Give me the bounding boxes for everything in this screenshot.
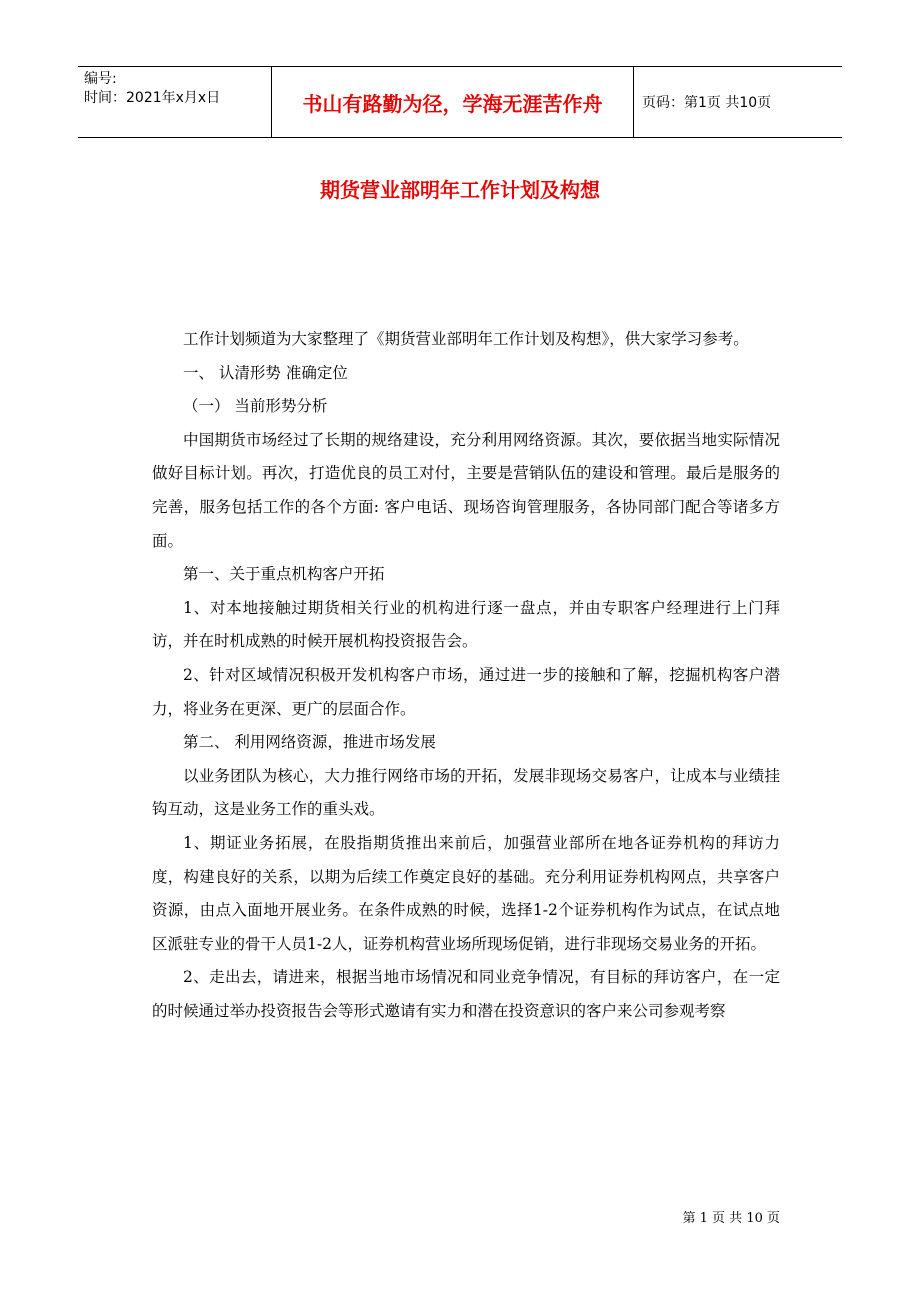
header-table — [78, 66, 842, 138]
page-footer: 第 1 页 共 10 页 — [682, 1211, 780, 1226]
page-info-text: 页码：第1页 共10页 — [642, 95, 772, 111]
document-body — [152, 323, 780, 1028]
paragraph-item-1: 1、对本地接触过期货相关行业的机构进行逐一盘点，并由专职客户经理进行上门拜访，并在时机成熟的时候开展机构投资报告会。 — [152, 598, 780, 651]
paragraph-item-2: 2、针对区域情况积极开发机构客户市场，通过进一步的接触和了解，挖掘机构客户潜力，将业务在更深、更广的层面合作。 — [152, 665, 780, 718]
heading-second: 第二、 利用网络资源，推进市场发展 — [183, 733, 436, 752]
document-title: 期货营业部明年工作计划及构想 — [320, 178, 600, 202]
date-label: 时间：2021年x月x日 — [84, 90, 221, 106]
heading-first: 第一、关于重点机构客户开拓 — [183, 565, 385, 584]
heading-subsection-1: （一） 当前形势分析 — [183, 397, 328, 416]
heading-section-1: 一、 认清形势 准确定位 — [183, 363, 348, 382]
paragraph-intro: 工作计划频道为大家整理了《期货营业部明年工作计划及构想》，供大家学习参考。 — [183, 330, 749, 348]
paragraph-team: 以业务团队为核心，大力推行网络市场的开拓，发展非现场交易客户，让成本与业绩挂钩互动，这是业务工作的重头戏。 — [152, 766, 780, 819]
motto-text: 书山有路勤为径，学海无涯苦作舟 — [302, 91, 603, 116]
number-label: 编号: — [84, 71, 117, 87]
paragraph-item-4: 2、走出去，请进来，根据当地市场情况和同业竞争情况，有目标的拜访客户，在一定的时候通过举办投资报告会等形式邀请有实力和潜在投资意识的客户来公司参观考察 — [152, 968, 780, 1020]
motto-cell — [272, 67, 634, 137]
paragraph-item-3: 1、期证业务拓展，在股指期货推出来前后，加强营业部所在地各证券机构的拜访力度，构建良好的关系，以期为后续工作奠定良好的基础。充分利用证券机构网点，共享客户资源，由点入面地开展业务。在条件成熟的时候，选择1-2个证券机构作为试点，在试点地区派驻专业的骨干人员1-2人，证券机构营业场所现场促销，进行非现场交易业务的开拓。 — [152, 833, 780, 953]
page-info-cell — [634, 67, 842, 137]
paragraph-situation: 中国期货市场经过了长期的规络建设，充分利用网络资源。其次，要依据当地实际情况做好目标计划。再次，打造优良的员工对付，主要是营销队伍的建设和管理。最后是服务的完善，服务包括工作的各个方面: 客户电话、现场咨询管理服务，各协同部门配合等诸多方面。 — [152, 430, 780, 550]
header-left-cell — [78, 67, 272, 137]
